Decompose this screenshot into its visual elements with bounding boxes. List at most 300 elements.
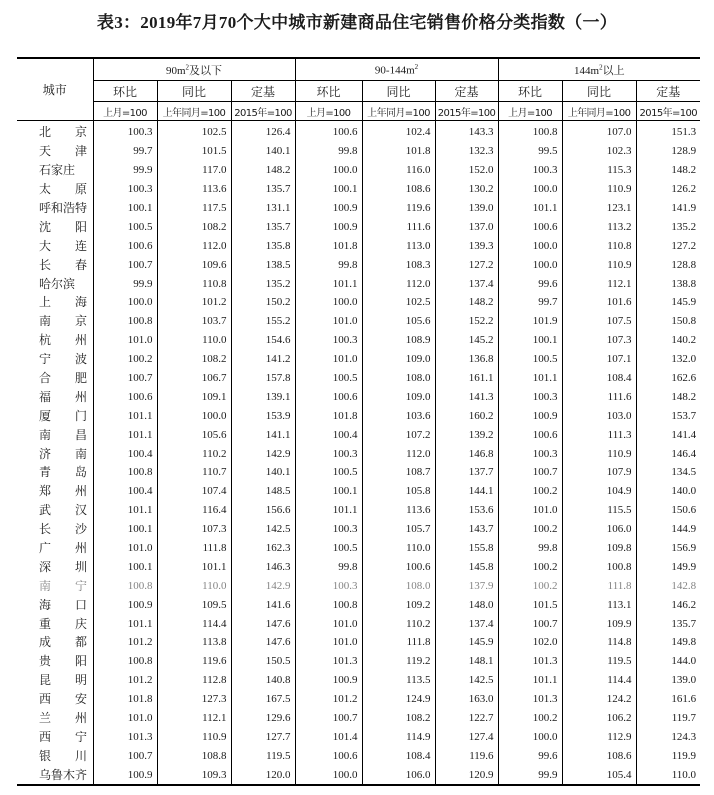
index-value: 106.0 — [562, 520, 636, 539]
index-value: 101.2 — [295, 690, 362, 709]
index-value: 142.5 — [435, 671, 498, 690]
index-value: 167.5 — [231, 690, 295, 709]
index-value: 127.2 — [636, 236, 700, 255]
index-value: 100.3 — [295, 444, 362, 463]
sub-header: 环比 — [295, 81, 362, 102]
table-row — [17, 463, 700, 482]
index-value: 100.0 — [157, 406, 231, 425]
index-value: 112.0 — [362, 274, 435, 293]
city-name: 郑 州 — [17, 482, 93, 501]
index-value: 100.3 — [93, 121, 157, 142]
index-value: 108.7 — [362, 463, 435, 482]
index-value: 140.0 — [636, 482, 700, 501]
index-value: 128.9 — [636, 142, 700, 161]
index-value: 103.0 — [562, 406, 636, 425]
index-value: 131.1 — [231, 199, 295, 218]
table-row — [17, 293, 700, 312]
index-value: 112.1 — [562, 274, 636, 293]
index-value: 110.8 — [562, 236, 636, 255]
table-row — [17, 746, 700, 765]
table-row — [17, 217, 700, 236]
index-value: 152.2 — [435, 312, 498, 331]
index-value: 99.9 — [93, 274, 157, 293]
sub-header: 定基 — [231, 81, 295, 102]
index-value: 100.5 — [295, 539, 362, 558]
index-value: 105.8 — [362, 482, 435, 501]
group-header-large: $144m^2$以上 — [498, 58, 700, 81]
city-name: 南 宁 — [17, 576, 93, 595]
index-value: 111.8 — [562, 576, 636, 595]
index-value: 108.2 — [362, 709, 435, 728]
city-name: 乌鲁木齐 — [17, 765, 93, 785]
city-column-header: 城市 — [17, 58, 93, 121]
index-value: 100.7 — [498, 614, 562, 633]
index-value: 105.4 — [562, 765, 636, 785]
index-value: 101.0 — [498, 501, 562, 520]
index-value: 146.3 — [231, 557, 295, 576]
index-value: 113.8 — [157, 633, 231, 652]
sub-header: 同比 — [157, 81, 231, 102]
index-value: 134.5 — [636, 463, 700, 482]
table-row — [17, 633, 700, 652]
index-value: 100.0 — [295, 161, 362, 180]
table-row — [17, 180, 700, 199]
index-value: 108.0 — [362, 576, 435, 595]
index-value: 102.5 — [157, 121, 231, 142]
index-value: 100.2 — [498, 557, 562, 576]
unit-header: 上年同月=100 — [362, 102, 435, 121]
index-value: 101.1 — [157, 557, 231, 576]
unit-header: 上月=100 — [93, 102, 157, 121]
city-name: 上 海 — [17, 293, 93, 312]
index-value: 107.4 — [157, 482, 231, 501]
index-value: 105.6 — [157, 425, 231, 444]
index-value: 120.9 — [435, 765, 498, 785]
index-value: 132.3 — [435, 142, 498, 161]
table-row — [17, 406, 700, 425]
index-value: 109.9 — [562, 614, 636, 633]
index-value: 100.3 — [295, 576, 362, 595]
index-value: 100.8 — [93, 312, 157, 331]
index-value: 106.2 — [562, 709, 636, 728]
table-row — [17, 595, 700, 614]
index-value: 100.6 — [362, 557, 435, 576]
index-value: 126.4 — [231, 121, 295, 142]
unit-header: 上年同月=100 — [562, 102, 636, 121]
index-value: 135.2 — [231, 274, 295, 293]
index-value: 101.0 — [295, 350, 362, 369]
index-value: 161.1 — [435, 369, 498, 388]
index-value: 100.8 — [295, 595, 362, 614]
index-value: 119.5 — [562, 652, 636, 671]
index-value: 109.8 — [562, 539, 636, 558]
index-value: 106.7 — [157, 369, 231, 388]
table-row — [17, 709, 700, 728]
index-value: 102.5 — [362, 293, 435, 312]
index-value: 100.9 — [498, 406, 562, 425]
index-value: 119.5 — [231, 746, 295, 765]
index-value: 101.3 — [498, 652, 562, 671]
index-value: 111.3 — [562, 425, 636, 444]
index-value: 101.2 — [93, 633, 157, 652]
index-value: 100.2 — [498, 709, 562, 728]
index-value: 141.9 — [636, 199, 700, 218]
index-value: 100.8 — [562, 557, 636, 576]
index-value: 143.7 — [435, 520, 498, 539]
index-value: 108.3 — [362, 255, 435, 274]
index-value: 99.8 — [498, 539, 562, 558]
index-value: 100.6 — [498, 425, 562, 444]
index-value: 100.2 — [93, 350, 157, 369]
index-value: 139.0 — [435, 199, 498, 218]
city-name: 兰 州 — [17, 709, 93, 728]
index-value: 101.4 — [295, 728, 362, 747]
index-value: 107.5 — [562, 312, 636, 331]
index-value: 100.1 — [498, 331, 562, 350]
index-value: 119.9 — [636, 746, 700, 765]
index-value: 163.0 — [435, 690, 498, 709]
index-value: 135.7 — [231, 180, 295, 199]
index-value: 148.2 — [636, 387, 700, 406]
index-value: 162.6 — [636, 369, 700, 388]
index-value: 110.2 — [157, 444, 231, 463]
index-value: 140.1 — [231, 142, 295, 161]
table-row — [17, 576, 700, 595]
index-value: 148.0 — [435, 595, 498, 614]
index-value: 101.5 — [498, 595, 562, 614]
index-value: 100.9 — [295, 199, 362, 218]
index-value: 100.5 — [93, 217, 157, 236]
city-name: 成 都 — [17, 633, 93, 652]
index-value: 135.2 — [636, 217, 700, 236]
table-row — [17, 312, 700, 331]
index-value: 110.9 — [157, 728, 231, 747]
index-value: 107.2 — [362, 425, 435, 444]
index-value: 139.0 — [636, 671, 700, 690]
city-name: 大 连 — [17, 236, 93, 255]
index-value: 116.0 — [362, 161, 435, 180]
index-value: 146.8 — [435, 444, 498, 463]
index-value: 152.0 — [435, 161, 498, 180]
index-value: 140.2 — [636, 331, 700, 350]
table-row — [17, 652, 700, 671]
index-value: 127.2 — [435, 255, 498, 274]
index-value: 101.8 — [295, 406, 362, 425]
index-value: 100.3 — [498, 161, 562, 180]
index-value: 145.9 — [636, 293, 700, 312]
index-value: 144.9 — [636, 520, 700, 539]
index-value: 100.4 — [93, 444, 157, 463]
city-name: 长 沙 — [17, 520, 93, 539]
table-row — [17, 690, 700, 709]
index-value: 122.7 — [435, 709, 498, 728]
index-value: 108.2 — [157, 350, 231, 369]
table-row — [17, 331, 700, 350]
group-header-medium: $90-144m^2$ — [295, 58, 498, 81]
index-value: 135.7 — [231, 217, 295, 236]
index-value: 127.3 — [157, 690, 231, 709]
city-name: 北 京 — [17, 121, 93, 142]
index-value: 100.0 — [498, 180, 562, 199]
index-value: 101.0 — [295, 633, 362, 652]
group-header-small: $90m^2$及以下 — [93, 58, 295, 81]
index-value: 109.6 — [157, 255, 231, 274]
city-name: 西 宁 — [17, 728, 93, 747]
index-value: 102.4 — [362, 121, 435, 142]
index-value: 99.9 — [93, 161, 157, 180]
index-value: 100.8 — [93, 652, 157, 671]
index-value: 108.2 — [157, 217, 231, 236]
table-row — [17, 199, 700, 218]
index-value: 100.3 — [93, 180, 157, 199]
index-value: 135.8 — [231, 236, 295, 255]
index-value: 99.7 — [93, 142, 157, 161]
index-value: 148.2 — [636, 161, 700, 180]
index-value: 161.6 — [636, 690, 700, 709]
city-name: 福 州 — [17, 387, 93, 406]
city-name: 贵 阳 — [17, 652, 93, 671]
index-value: 101.5 — [157, 142, 231, 161]
index-value: 100.4 — [93, 482, 157, 501]
index-value: 150.8 — [636, 312, 700, 331]
index-value: 100.3 — [295, 331, 362, 350]
city-name: 呼和浩特 — [17, 199, 93, 218]
index-value: 119.7 — [636, 709, 700, 728]
index-value: 103.6 — [362, 406, 435, 425]
index-value: 127.4 — [435, 728, 498, 747]
index-value: 100.7 — [498, 463, 562, 482]
index-value: 145.9 — [435, 633, 498, 652]
index-value: 114.9 — [362, 728, 435, 747]
index-value: 107.3 — [157, 520, 231, 539]
city-name: 宁 波 — [17, 350, 93, 369]
city-name: 银 川 — [17, 746, 93, 765]
table-row — [17, 444, 700, 463]
index-value: 136.8 — [435, 350, 498, 369]
index-value: 99.6 — [498, 746, 562, 765]
index-value: 100.4 — [295, 425, 362, 444]
index-value: 100.8 — [498, 121, 562, 142]
index-value: 114.4 — [157, 614, 231, 633]
city-name: 长 春 — [17, 255, 93, 274]
index-value: 160.2 — [435, 406, 498, 425]
index-value: 110.0 — [636, 765, 700, 785]
index-value: 113.6 — [362, 501, 435, 520]
index-value: 100.7 — [93, 369, 157, 388]
index-value: 150.2 — [231, 293, 295, 312]
index-value: 120.0 — [231, 765, 295, 785]
index-value: 101.0 — [295, 614, 362, 633]
index-value: 117.0 — [157, 161, 231, 180]
index-value: 100.6 — [295, 387, 362, 406]
index-value: 113.0 — [362, 236, 435, 255]
index-value: 126.2 — [636, 180, 700, 199]
index-value: 110.0 — [157, 576, 231, 595]
index-value: 112.0 — [362, 444, 435, 463]
table-row — [17, 161, 700, 180]
index-value: 100.5 — [295, 463, 362, 482]
index-value: 124.9 — [362, 690, 435, 709]
index-value: 111.8 — [157, 539, 231, 558]
index-value: 148.2 — [231, 161, 295, 180]
city-name: 西 安 — [17, 690, 93, 709]
index-value: 107.0 — [562, 121, 636, 142]
index-value: 146.2 — [636, 595, 700, 614]
index-value: 101.0 — [295, 312, 362, 331]
index-value: 100.3 — [498, 387, 562, 406]
index-value: 100.0 — [93, 293, 157, 312]
index-value: 102.0 — [498, 633, 562, 652]
index-value: 104.9 — [562, 482, 636, 501]
city-name: 太 原 — [17, 180, 93, 199]
index-value: 100.5 — [498, 350, 562, 369]
index-value: 148.2 — [435, 293, 498, 312]
index-value: 100.1 — [295, 482, 362, 501]
index-value: 101.1 — [498, 671, 562, 690]
index-value: 101.1 — [498, 199, 562, 218]
index-value: 101.3 — [93, 728, 157, 747]
table-title: 表3：2019年7月70个大中城市新建商品住宅销售价格分类指数（一） — [96, 13, 618, 32]
index-value: 137.9 — [435, 576, 498, 595]
unit-header: 2015年=100 — [435, 102, 498, 121]
index-value: 150.5 — [231, 652, 295, 671]
sub-header: 定基 — [636, 81, 700, 102]
index-value: 117.5 — [157, 199, 231, 218]
unit-header: 2015年=100 — [231, 102, 295, 121]
index-value: 108.6 — [362, 180, 435, 199]
index-value: 101.3 — [295, 652, 362, 671]
table-row — [17, 121, 700, 142]
index-value: 129.6 — [231, 709, 295, 728]
city-name: 青 岛 — [17, 463, 93, 482]
index-value: 102.3 — [562, 142, 636, 161]
index-value: 109.0 — [362, 387, 435, 406]
city-name: 南 京 — [17, 312, 93, 331]
index-value: 144.0 — [636, 652, 700, 671]
index-value: 109.0 — [362, 350, 435, 369]
index-value: 143.3 — [435, 121, 498, 142]
index-value: 106.0 — [362, 765, 435, 785]
index-value: 132.0 — [636, 350, 700, 369]
index-value: 101.8 — [362, 142, 435, 161]
index-value: 124.2 — [562, 690, 636, 709]
index-value: 157.8 — [231, 369, 295, 388]
table-row — [17, 482, 700, 501]
index-value: 100.9 — [93, 595, 157, 614]
index-value: 112.1 — [157, 709, 231, 728]
index-value: 100.0 — [295, 765, 362, 785]
index-value: 149.9 — [636, 557, 700, 576]
index-value: 113.2 — [562, 217, 636, 236]
table-row — [17, 557, 700, 576]
table-row — [17, 614, 700, 633]
index-value: 100.8 — [93, 576, 157, 595]
index-value: 138.5 — [231, 255, 295, 274]
index-value: 100.3 — [498, 444, 562, 463]
index-value: 110.8 — [157, 274, 231, 293]
index-value: 140.8 — [231, 671, 295, 690]
index-value: 142.8 — [636, 576, 700, 595]
index-value: 100.7 — [93, 746, 157, 765]
index-value: 108.4 — [362, 746, 435, 765]
index-value: 100.9 — [295, 217, 362, 236]
index-value: 110.9 — [562, 255, 636, 274]
table-row — [17, 539, 700, 558]
index-value: 141.2 — [231, 350, 295, 369]
index-value: 137.0 — [435, 217, 498, 236]
index-value: 107.3 — [562, 331, 636, 350]
index-value: 114.8 — [562, 633, 636, 652]
index-value: 145.8 — [435, 557, 498, 576]
table-row — [17, 520, 700, 539]
index-value: 101.1 — [498, 369, 562, 388]
index-value: 109.2 — [362, 595, 435, 614]
index-value: 100.7 — [93, 255, 157, 274]
city-name: 哈尔滨 — [17, 274, 93, 293]
index-value: 151.3 — [636, 121, 700, 142]
index-value: 100.8 — [93, 463, 157, 482]
index-value: 100.0 — [498, 255, 562, 274]
index-value: 105.7 — [362, 520, 435, 539]
index-value: 99.7 — [498, 293, 562, 312]
index-value: 138.8 — [636, 274, 700, 293]
index-value: 100.5 — [295, 369, 362, 388]
index-value: 100.2 — [498, 520, 562, 539]
index-value: 149.8 — [636, 633, 700, 652]
index-value: 139.2 — [435, 425, 498, 444]
index-value: 110.9 — [562, 180, 636, 199]
index-value: 100.1 — [295, 180, 362, 199]
index-value: 153.7 — [636, 406, 700, 425]
table-row — [17, 425, 700, 444]
index-value: 101.1 — [93, 614, 157, 633]
index-value: 148.1 — [435, 652, 498, 671]
city-name: 沈 阳 — [17, 217, 93, 236]
index-value: 101.0 — [93, 709, 157, 728]
index-value: 108.4 — [562, 369, 636, 388]
index-value: 156.6 — [231, 501, 295, 520]
index-value: 116.4 — [157, 501, 231, 520]
index-value: 115.3 — [562, 161, 636, 180]
table-row — [17, 369, 700, 388]
index-value: 119.6 — [362, 199, 435, 218]
index-value: 99.8 — [295, 557, 362, 576]
index-value: 101.8 — [93, 690, 157, 709]
index-value: 146.4 — [636, 444, 700, 463]
index-value: 141.4 — [636, 425, 700, 444]
sub-header: 环比 — [498, 81, 562, 102]
city-name: 昆 明 — [17, 671, 93, 690]
index-value: 100.9 — [295, 671, 362, 690]
index-value: 127.7 — [231, 728, 295, 747]
index-value: 101.9 — [498, 312, 562, 331]
index-value: 108.9 — [362, 331, 435, 350]
index-value: 124.3 — [636, 728, 700, 747]
index-value: 111.6 — [362, 217, 435, 236]
table-row — [17, 350, 700, 369]
index-value: 101.2 — [157, 293, 231, 312]
index-value: 100.6 — [498, 217, 562, 236]
index-value: 100.7 — [295, 709, 362, 728]
index-value: 155.2 — [231, 312, 295, 331]
sub-header: 环比 — [93, 81, 157, 102]
index-value: 101.1 — [295, 501, 362, 520]
index-value: 101.1 — [295, 274, 362, 293]
index-value: 99.9 — [498, 765, 562, 785]
table-row — [17, 765, 700, 785]
index-value: 112.0 — [157, 236, 231, 255]
index-value: 141.3 — [435, 387, 498, 406]
